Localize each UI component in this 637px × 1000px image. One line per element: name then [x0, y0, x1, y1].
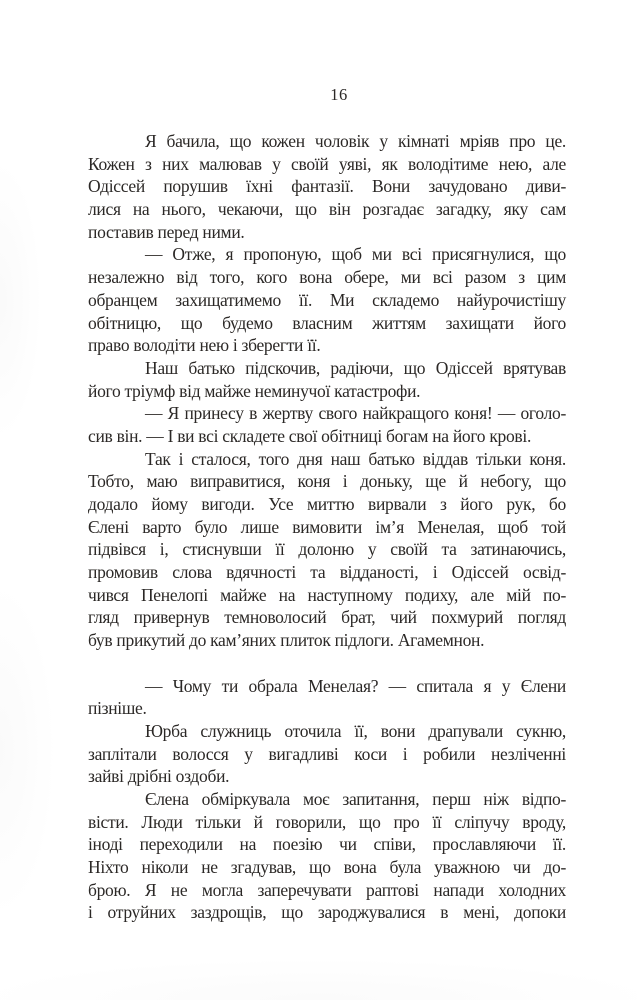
paragraph	[88, 720, 566, 788]
text-line: Одіссей порушив їхні фантазії. Вони зачудовано диви-	[88, 176, 566, 197]
paragraph	[88, 130, 566, 243]
text-line: був прикутий до камʼяних плиток підлоги. Агамемнон.	[88, 630, 485, 651]
text-line: вісти. Люди тільки й говорили, що про її сліпучу вроду,	[88, 811, 566, 832]
text-line: право володіти нею і зберегти її.	[88, 335, 321, 356]
paragraph	[88, 788, 566, 924]
paragraph	[88, 402, 566, 447]
text-line: Ніхто ніколи не згадував, що вона була уважною чи до-	[88, 857, 566, 877]
text-line: — Отже, я пропоную, щоб ми всі присягнулися, що	[145, 244, 566, 265]
text-line: поставив перед ними.	[88, 221, 245, 242]
paragraph	[88, 357, 566, 402]
text-line: Єлена обміркувала моє запитання, перш ніж відпо-	[145, 788, 566, 809]
text-line: обранцем захищатимемо її. Ми складемо найурочистішу	[88, 289, 566, 310]
text-line: і отруйних заздрощів, що зароджувалися в мені, допоки	[88, 902, 566, 923]
paragraph	[88, 675, 566, 720]
text-line: брою. Я не могла заперечувати раптові напади холодних	[88, 879, 566, 900]
text-line: Юрба служниць оточила її, вони драпували сукню,	[145, 720, 566, 741]
text-line: пізніше.	[88, 698, 147, 719]
text-line: Єлені варто було лише вимовити імʼя Менелая, щоб той	[88, 516, 566, 537]
text-line: обітницю, що будемо власним життям захищати його	[88, 312, 566, 333]
text-line: — Я принесу в жертву свого найкращого коня! — оголо-	[145, 403, 566, 424]
text-line: Наш батько підскочив, радіючи, що Одіссей врятував	[145, 357, 566, 378]
text-line: Кожен з них малював у своїй уяві, як володітиме нею, але	[88, 153, 566, 174]
text-line: промовив слова вдячності та відданості, і Одіссей освід-	[88, 562, 566, 583]
text-line: гляд привернув темноволосий брат, чий похмурий погляд	[88, 607, 566, 628]
text-block	[88, 130, 566, 924]
text-line: іноді переходили на поезію чи співи, прославляючи її.	[88, 834, 566, 855]
text-line: додало йому вигоди. Усе миттю вирвали з його рук, бо	[88, 494, 566, 514]
paragraph	[88, 448, 566, 652]
text-line: Я бачила, що кожен чоловік у кімнаті мріяв про це.	[145, 131, 566, 151]
text-line: Тобто, маю виправитися, коня і доньку, ще й небогу, що	[88, 471, 566, 492]
text-line: — Чому ти обрала Менелая? — спитала я у Єлени	[145, 675, 566, 696]
text-line: лися на нього, чекаючи, що він розгадає загадку, яку сам	[88, 199, 566, 220]
text-line: сив він. — І ви всі складете свої обітниці богам на його крові.	[88, 425, 532, 446]
text-line: його тріумф від майже неминучої катастрофи.	[88, 380, 421, 401]
text-line: підвівся і, стиснувши її долоню у своїй та затинаючись,	[88, 539, 566, 560]
text-line: заплітали волосся у вигадливі коси і робили незліченні	[88, 743, 566, 764]
text-line: зайві дрібні оздоби.	[88, 766, 230, 787]
page-number: 16	[330, 85, 348, 104]
text-line: чився Пенелопі майже на наступному подиху, але мій по-	[88, 584, 566, 605]
text-line: незалежно від того, кого вона обере, ми всі разом з цим	[88, 267, 566, 288]
paragraph	[88, 243, 566, 356]
text-line: Так і сталося, того дня наш батько віддав тільки коня.	[145, 448, 566, 469]
